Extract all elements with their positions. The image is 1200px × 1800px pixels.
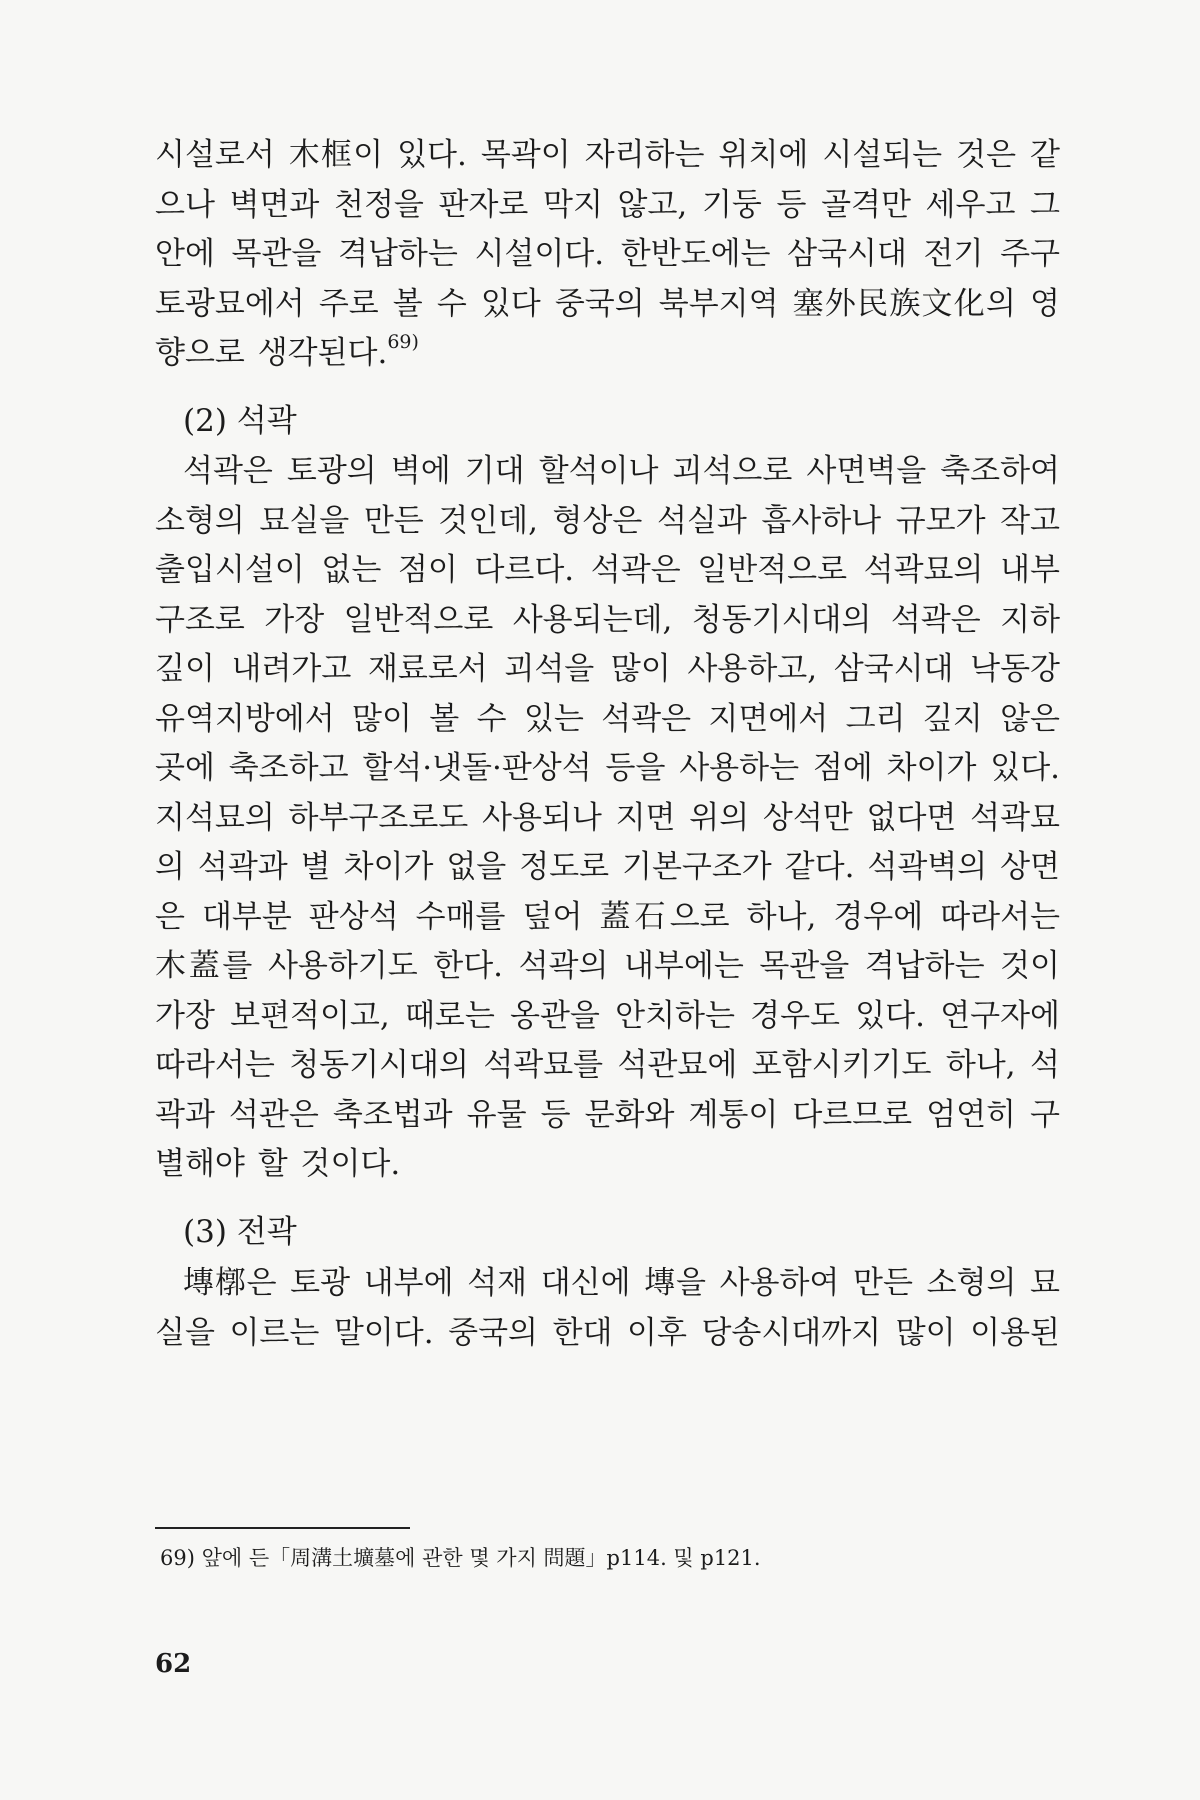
paragraph-brick-chamber: 塼槨은 토광 내부에 석재 대신에 塼을 사용하여 만든 소형의 묘실을 이르는 말이다. 중국의 한대 이후 당송시대까지 많이 이용된: [155, 1265, 1060, 1351]
paragraph-wooden-frame: [155, 131, 1060, 379]
footnote-divider: [155, 1527, 410, 1529]
page-number: 62: [155, 1649, 192, 1679]
section-heading-stone-chamber: (2) 석곽: [183, 403, 297, 439]
footnote-reference: 69): [387, 330, 419, 353]
footnote: 69) 앞에 든「周溝土壙墓에 관한 몇 가지 問題」p114. 및 p121.: [160, 1546, 761, 1570]
paragraph-stone-chamber: 석곽은 토광의 벽에 기대 할석이나 괴석으로 사면벽을 축조하여 소형의 묘실을 만든 것인데, 형상은 석실과 흡사하나 규모가 작고 출입시설이 없는 점이 다르다. 석곽은 일반적으로 석곽묘의 내부구조로 가장 일반적으로 사용되는데, 청동기시대의 석곽은 지하 깊이 내려가고 재료로서 괴석을 많이 사용하고, 삼국시대 낙동강유역지방에서 많이 볼 수 있는 석곽은 지면에서 그리 깊지 않은 곳에 축조하고 할석·냇돌·판상석 등을 사용하는 점에 차이가 있다. 지석묘의 하부구조로도 사용되나 지면 위의 상석만 없다면 석곽묘의 석곽과 별 차이가 없을 정도로 기본구조가 같다. 석곽벽의 상면은 대부분 판상석 수매를 덮어 蓋石으로 하나, 경우에 따라서는 木蓋를 사용하기도 한다. 석곽의 내부에는 목관을 격납하는 것이 가장 보편적이고, 때로는 옹관을 안치하는 경우도 있다. 연구자에 따라서는 청동기시대의 석곽묘를 석관묘에 포함시키기도 하나, 석곽과 석관은 축조법과 유물 등 문화와 계통이 다르므로 엄연히 구별해야 할 것이다.: [155, 453, 1060, 1182]
paragraph-text: 시설로서 木框이 있다. 목곽이 자리하는 위치에 시설되는 것은 같으나 벽면과 천정을 판자로 막지 않고, 기둥 등 골격만 세우고 그 안에 목관을 격납하는 시설이다. 한반도에는 삼국시대 전기 주구 토광묘에서 주로 볼 수 있다 중국의 북부지역 塞外民族文化의 영향으로 생각된다.: [155, 137, 1060, 371]
section-heading-brick-chamber: (3) 전곽: [183, 1214, 297, 1250]
